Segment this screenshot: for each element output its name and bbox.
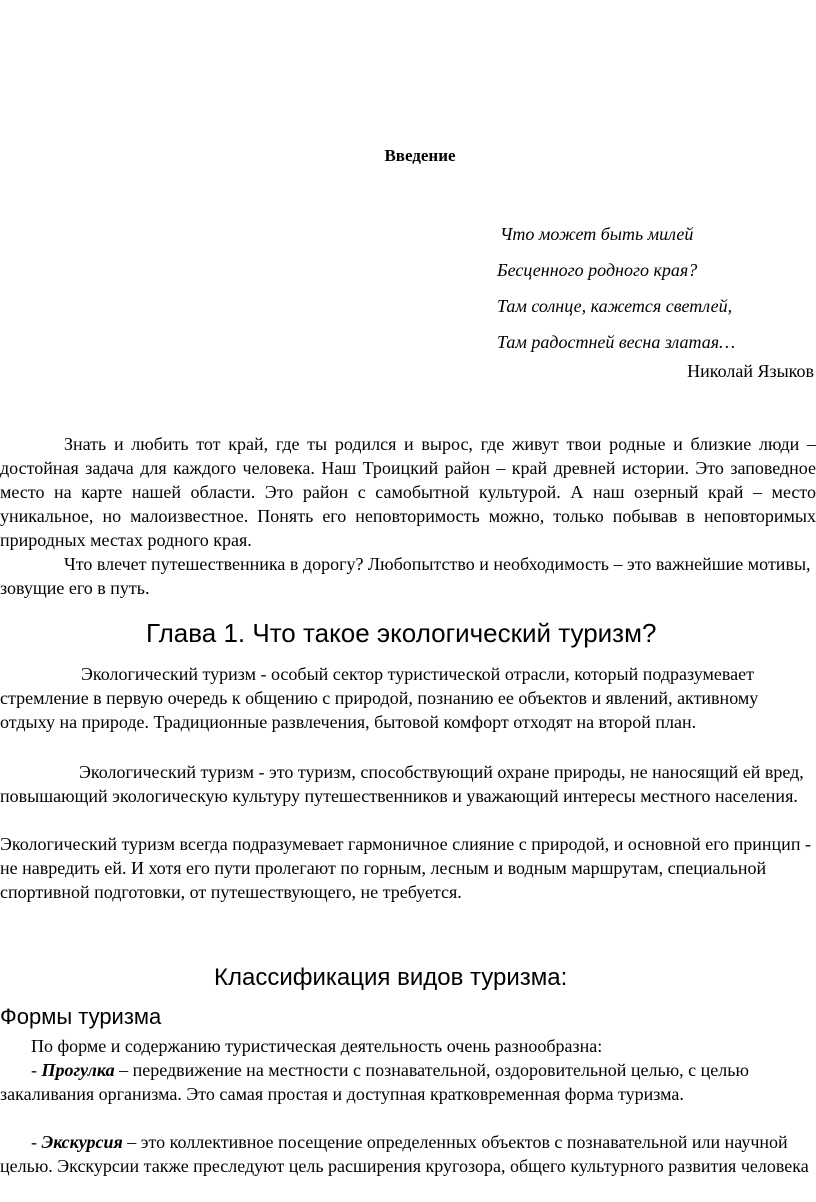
chapter-paragraph: Экологический туризм - это туризм, способствующий охране природы, не наносящий ей вред, повышающий экологическую культуру путешественников и уважающий интересы местного населения.	[0, 762, 804, 806]
chapter-title: Глава 1. Что такое экологический туризм?	[146, 618, 657, 648]
epigraph-line: Там радостней весна златая…	[497, 332, 736, 352]
forms-lead: По форме и содержанию туристическая деятельность очень разнообразна:	[31, 1036, 603, 1056]
chapter-paragraph: Экологический туризм всегда подразумевает гармоничное слияние с природой, и основной его принцип - не навредить ей. И хотя его пути пролегают по горным, лесным и водным маршрутам, специальной спортивной подготовки, от путешествующего, не требуется.	[0, 834, 811, 902]
forms-item	[0, 1130, 816, 1178]
epigraph-line: Что может быть милей	[500, 224, 694, 244]
intro-title: Введение	[384, 146, 456, 165]
epigraph-line: Бесценного родного края?	[497, 260, 698, 280]
classification-title: Классификация видов туризма:	[214, 964, 568, 991]
forms-item-term: Экскурсия	[41, 1132, 123, 1152]
forms-item-prefix: -	[31, 1060, 42, 1080]
forms-item	[0, 1058, 816, 1106]
forms-subtitle: Формы туризма	[0, 1004, 162, 1029]
epigraph-author: Николай Языков	[687, 361, 814, 381]
epigraph-poem	[497, 216, 735, 360]
forms-item-text: – это коллективное посещение определенных объектов с познавательной или научной целью. Экскурсии также преследуют цель расширения кругозора, общего культурного развития человека	[0, 1132, 809, 1176]
chapter-paragraph: Экологический туризм - особый сектор туристической отрасли, который подразумевает стремление в первую очередь к общению с природой, познанию ее объектов и явлений, активному отдыху на природе. Традиционные развлечения, бытовой комфорт отходят на второй план.	[0, 664, 759, 732]
forms-item-prefix: -	[31, 1132, 42, 1152]
intro-paragraph: Знать и любить тот край, где ты родился и вырос, где живут твои родные и близкие люди – достойная задача для каждого человека. Наш Троицкий район – край древней истории. Это заповедное место на карте нашей области. Это район с самобытной культурой. А наш озерный край – место уникальное, но малоизвестное. Понять его неповторимость можно, только побывав в неповторимых природных местах родного края.	[0, 434, 816, 550]
epigraph-line: Там солнце, кажется светлей,	[497, 296, 733, 316]
forms-item-text: – передвижение на местности с познавательной, оздоровительной целью, с целью закаливания организма. Это самая простая и доступная кратковременная форма туризма.	[0, 1060, 749, 1104]
intro-paragraph: Что влечет путешественника в дорогу? Любопытство и необходимость – это важнейшие мотивы, зовущие его в путь.	[0, 554, 811, 598]
forms-item-term: Прогулка	[41, 1060, 115, 1080]
